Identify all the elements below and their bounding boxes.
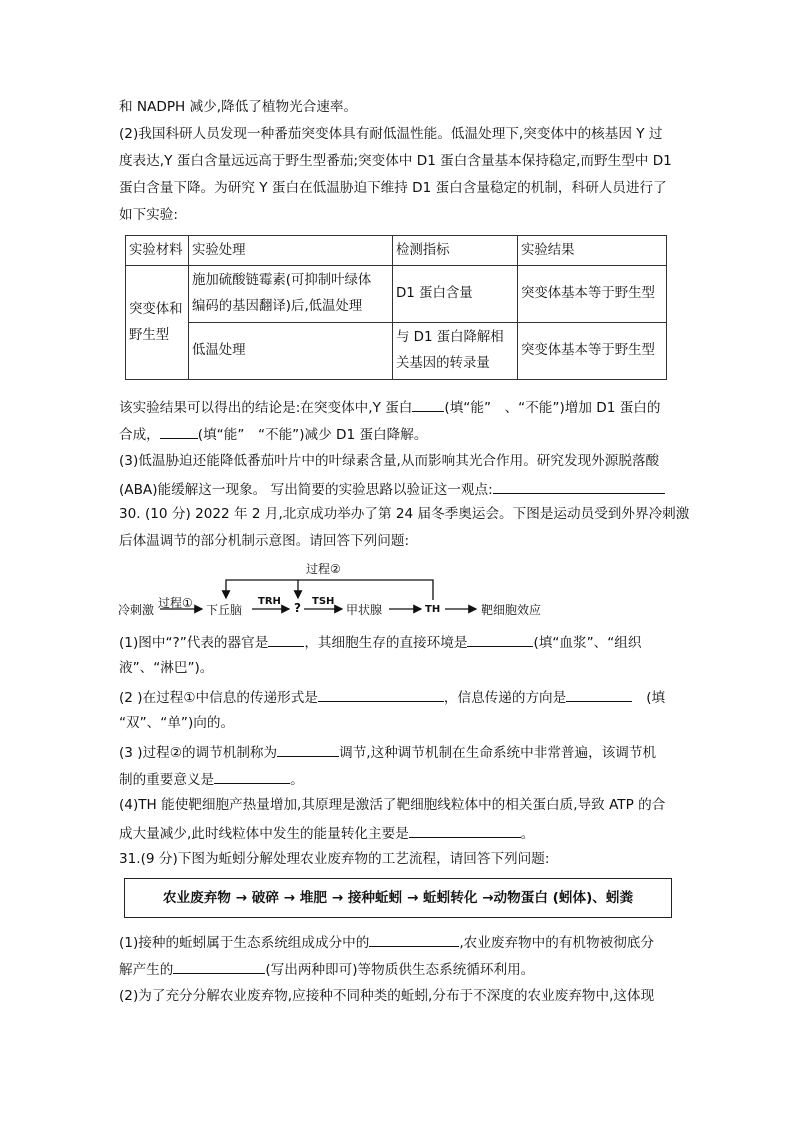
text-line	[119, 632, 641, 652]
text-line: (2)为了充分分解农业废弃物,应接种不同种类的蚯蚓,分布于不深度的农业废弃物中,这体现	[119, 988, 655, 1004]
table-cell-index: D1 蛋白含量	[393, 266, 518, 323]
cell-text: 突变体和	[129, 301, 183, 317]
hypothalamus-label: 下丘脑	[206, 603, 243, 617]
text-line: (4)TH 能使靶细胞产热量增加,其原理是激活了靶细胞线粒体中的相关蛋白质,导致 ATP 的合	[119, 797, 666, 813]
cell-text: 野生型	[129, 327, 170, 343]
text-segment: ,农业废弃物中的有机物被彻底分	[459, 935, 654, 951]
conclusion-line	[119, 424, 427, 444]
cold-stimulus-label: 冷刺激	[118, 603, 155, 617]
answer-blank[interactable]	[369, 932, 459, 947]
text-segment: 调节,这种调节机制在生命系统中非常普遍，该调节机	[339, 745, 657, 761]
text-segment: (2 )在过程①中信息的传递形式是	[119, 690, 318, 706]
table-header: 实验处理	[189, 236, 393, 266]
answer-blank[interactable]	[566, 687, 632, 702]
table-header: 检测指标	[393, 236, 518, 266]
text-segment: 该实验结果可以得出的结论是:在突变体中,Y 蛋白	[119, 400, 413, 416]
text-segment: (写出两种即可)等物质供生态系统循环利用。	[265, 962, 535, 978]
answer-blank[interactable]	[160, 424, 198, 439]
table-cell-index	[393, 323, 518, 380]
cell-text: 关基因的转录量	[396, 356, 490, 371]
question-title: 31.(9 分)下图为蚯蚓分解处理农业废弃物的工艺流程，请回答下列问题:	[119, 851, 550, 867]
process2-label: 过程②	[306, 562, 341, 576]
cell-text: 编码的基因翻译)后,低温处理	[192, 299, 363, 314]
text-segment: (1)图中“?”代表的器官是	[119, 635, 269, 651]
thyroid-label: 甲状腺	[346, 603, 383, 617]
text-segment: (ABA)能缓解这一现象。 写出简要的实验思路以验证这一观点:	[119, 482, 493, 498]
text-segment: ，其细胞生存的直接环境是	[304, 635, 468, 651]
text-segment: ，信息传递的方向是	[443, 690, 567, 706]
text-segment: (填“能” 、“不能”)增加 D1 蛋白的	[444, 400, 661, 416]
answer-blank[interactable]	[173, 959, 265, 974]
text-line: (3)低温胁迫还能降低番茄叶片中的叶绿素含量,从而影响其光合作用。研究发现外源脱落酸	[119, 453, 660, 469]
text-segment: 。	[290, 772, 304, 788]
answer-blank[interactable]	[493, 479, 665, 494]
text-segment: 合成，	[119, 427, 160, 443]
answer-blank[interactable]	[318, 687, 444, 702]
text-segment: 。	[520, 826, 535, 842]
diagram-arrows	[118, 560, 678, 624]
text-line	[119, 479, 665, 499]
target-effect-label: 靶细胞效应	[481, 603, 542, 617]
text-line	[119, 742, 656, 762]
table-header: 实验结果	[518, 236, 667, 266]
table-header: 实验材料	[126, 236, 189, 266]
text-segment: (3 )过程②的调节机制称为	[119, 745, 278, 761]
answer-blank[interactable]	[412, 397, 444, 412]
experiment-table	[125, 235, 667, 380]
cell-text: 施加硫酸链霉素(可抑制叶绿体	[192, 273, 372, 288]
text-line: “双”、“单”)向的。	[119, 715, 235, 731]
text-segment: (填“能” “不能”)减少 D1 蛋白降解。	[197, 427, 428, 443]
answer-blank[interactable]	[409, 823, 521, 838]
text-line	[119, 769, 304, 789]
tsh-label: TSH	[312, 596, 335, 607]
table-cell-result: 突变体基本等于野生型	[518, 323, 667, 380]
text-line	[119, 959, 534, 979]
text-segment: (填“血浆”、“组织	[533, 635, 642, 651]
text-line: (2)我国科研人员发现一种番茄突变体具有耐低温性能。低温处理下,突变体中的核基因 Y 过	[119, 126, 663, 142]
text-line	[119, 823, 534, 843]
text-line: 后体温调节的部分机制示意图。请回答下列问题:	[119, 533, 410, 549]
thermoregulation-diagram	[118, 560, 678, 624]
text-line: 蛋白含量下降。为研究 Y 蛋白在低温胁迫下维持 D1 蛋白含量稳定的机制，科研人员进行了	[119, 180, 667, 196]
text-line	[119, 932, 654, 952]
text-segment: (填	[646, 690, 666, 706]
th-label: TH	[425, 604, 441, 615]
text-line: 如下实验:	[119, 207, 178, 223]
text-segment: 制的重要意义是	[119, 772, 215, 788]
cell-text: 与 D1 蛋白降解相	[396, 330, 504, 345]
answer-blank[interactable]	[277, 742, 339, 757]
answer-blank[interactable]	[467, 632, 533, 647]
text-line: 液”、“淋巴”)。	[119, 660, 214, 676]
table-cell-treatment: 低温处理	[189, 323, 393, 380]
text-segment: 成大量减少,此时线粒体中发生的能量转化主要是	[119, 826, 409, 842]
table-cell-material	[126, 266, 189, 380]
table-cell-treatment	[189, 266, 393, 323]
answer-blank[interactable]	[268, 632, 304, 647]
text-segment: 解产生的	[119, 962, 174, 978]
question-organ-label: ?	[294, 601, 301, 615]
question-title: 30. (10 分) 2022 年 2 月,北京成功举办了第 24 届冬季奥运会。下图是运动员受到外界冷刺激	[119, 506, 690, 522]
text-line	[119, 687, 665, 707]
process1-label: 过程①	[158, 596, 193, 610]
table-cell-result: 突变体基本等于野生型	[518, 266, 667, 323]
conclusion-line	[119, 397, 660, 417]
trh-label: TRH	[258, 596, 281, 607]
text-line: 和 NADPH 减少,降低了植物光合速率。	[119, 99, 358, 115]
text-line: 度表达,Y 蛋白含量远远高于野生型番茄;突变体中 D1 蛋白含量基本保持稳定,而野生型中 D1	[119, 153, 672, 169]
text-segment: (1)接种的蚯蚓属于生态系统组成成分中的	[119, 935, 370, 951]
process-flow-box: 农业废弃物 → 破碎 → 堆肥 → 接种蚯蚓 → 蚯蚓转化 →动物蛋白 (蚓体)、蚓粪	[124, 878, 672, 918]
answer-blank[interactable]	[214, 769, 290, 784]
